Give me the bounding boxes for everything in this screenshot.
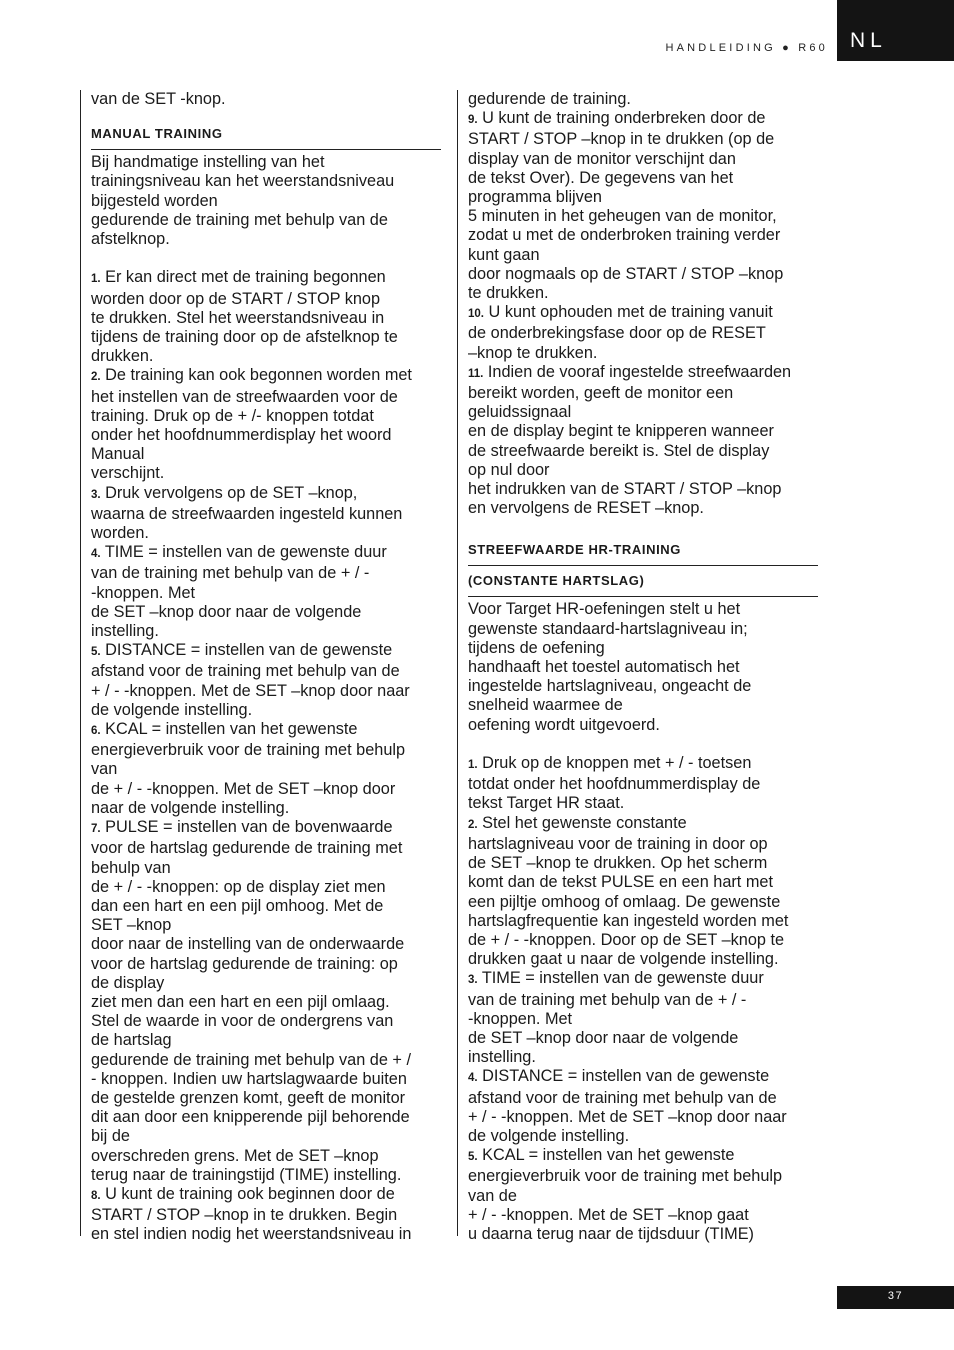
step-line [468, 814, 818, 835]
step-text: tijdens de training door op de afstelknop te [91, 328, 398, 347]
step-line [468, 422, 818, 441]
step-line [468, 1187, 818, 1206]
text-line: snelheid waarmee de [468, 696, 623, 715]
step-text: u daarna terug naar de tijdsduur (TIME) [468, 1224, 754, 1243]
step-line [91, 290, 441, 309]
step-text: van de [468, 1186, 517, 1205]
step-line [468, 461, 818, 480]
intro-paragraph [91, 153, 441, 249]
step-text: terug naar de trainingstijd (TIME) instelling. [91, 1165, 402, 1184]
step-text: Druk vervolgens op de SET –knop, [105, 483, 358, 502]
step-text: -knoppen. Met [468, 1009, 573, 1028]
step-item [468, 109, 818, 303]
step-line [91, 388, 441, 407]
step-text: zodat u met de onderbroken training verder [468, 226, 781, 245]
step-line [91, 426, 441, 445]
text-line: Voor Target HR-oefeningen stelt u het [468, 600, 741, 619]
right-column [457, 90, 818, 1243]
step-text: te drukken. [468, 284, 549, 303]
section-heading-manual-training: MANUAL TRAINING [91, 126, 441, 150]
text-line: gedurende de training met behulp van de [91, 210, 388, 229]
step-text: hartslagniveau voor de training in door op [468, 834, 768, 853]
step-line [468, 912, 818, 931]
text-line: trainingsniveau kan het weerstandsniveau [91, 172, 395, 191]
language-tab [837, 0, 954, 61]
step-item [468, 969, 818, 1067]
step-line [91, 366, 441, 387]
step-line [468, 1089, 818, 1108]
step-number: 5. [468, 1151, 478, 1164]
step-line [468, 794, 818, 813]
step-text: SET –knop [91, 916, 172, 935]
step-line [468, 480, 818, 499]
step-line [468, 150, 818, 169]
step-text: overschreden grens. Met de SET –knop [91, 1146, 379, 1165]
step-item [468, 1146, 818, 1244]
step-text: van [91, 760, 118, 779]
step-line [468, 284, 818, 303]
step-line [91, 445, 441, 464]
step-line [468, 1146, 818, 1167]
step-text: energieverbruik voor de training met behulp [468, 1167, 783, 1186]
intro-tail: gedurende de training. [468, 90, 631, 108]
step-line [91, 916, 441, 935]
step-number: 10. [468, 308, 484, 321]
step-text: afstand voor de training met behulp van de [91, 662, 400, 681]
step-line [91, 818, 441, 839]
step-line [468, 1067, 818, 1088]
step-line [91, 760, 441, 779]
step-text: van de training met behulp van de + / - [91, 564, 370, 583]
step-text: Manual [91, 445, 145, 464]
step-line [468, 207, 818, 226]
step-text: - knoppen. Indien uw hartslagwaarde buiten [91, 1069, 407, 1088]
step-text: gedurende de training met behulp van de + / [91, 1050, 411, 1069]
step-line [468, 1206, 818, 1225]
step-line [91, 993, 441, 1012]
step-text: de SET –knop te drukken. Op het scherm [468, 854, 768, 873]
step-line [468, 324, 818, 343]
step-text: de volgende instelling. [468, 1126, 630, 1145]
step-text: het instellen van de streefwaarden voor de [91, 387, 398, 406]
step-number: 1. [468, 759, 478, 772]
step-number: 2. [91, 371, 101, 384]
step-text: afstand voor de training met behulp van de [468, 1088, 777, 1107]
step-item [91, 366, 441, 483]
step-text: worden. [91, 524, 149, 543]
step-line [468, 1127, 818, 1146]
intro-tail: van de SET -knop. [91, 90, 226, 108]
step-text: de onderbrekingsfase door op de RESET [468, 324, 766, 343]
step-text: U kunt de training ook beginnen door de [105, 1184, 395, 1203]
step-number: 6. [91, 725, 101, 738]
step-line [91, 584, 441, 603]
step-text: KCAL = instellen van het gewenste [105, 720, 358, 739]
step-text: + / - -knoppen. Met de SET –knop door naar [468, 1107, 787, 1126]
step-item [468, 814, 818, 970]
step-item [468, 754, 818, 814]
step-text: –knop te drukken. [468, 343, 598, 362]
step-line [91, 1225, 441, 1244]
step-text: geluidssignaal [468, 403, 572, 422]
step-line [91, 897, 441, 916]
step-text: door naar de instelling van de onderwaarde [91, 935, 405, 954]
step-text: voor de hartslag gedurende de training met [91, 839, 403, 858]
step-text: energieverbruik voor de training met behulp [91, 741, 406, 760]
step-text: totdat onder het hoofdnummerdisplay de [468, 775, 761, 794]
step-text: de + / - -knoppen. Door op de SET –knop te [468, 930, 785, 949]
step-line [91, 603, 441, 622]
step-line [468, 188, 818, 207]
step-line [91, 268, 441, 289]
step-line [468, 835, 818, 854]
step-text: dit aan door een knipperende pijl behorende [91, 1108, 410, 1127]
step-line [91, 484, 441, 505]
step-line [468, 344, 818, 363]
step-text: START / STOP –knop in te drukken (op de [468, 130, 775, 149]
step-text: + / - -knoppen. Met de SET –knop gaat [468, 1205, 749, 1224]
step-line [91, 1051, 441, 1070]
step-line [91, 1070, 441, 1089]
step-text: DISTANCE = instellen van de gewenste [482, 1067, 770, 1086]
step-line [91, 1166, 441, 1185]
step-item [91, 641, 441, 720]
step-line [468, 499, 818, 518]
text-line: oefening wordt uitgevoerd. [468, 715, 660, 734]
step-text: instelling. [468, 1048, 536, 1067]
step-line [91, 780, 441, 799]
step-line [91, 935, 441, 954]
step-text: Er kan direct met de training begonnen [105, 268, 386, 287]
step-text: 5 minuten in het geheugen van de monitor, [468, 207, 777, 226]
step-number: 11. [468, 367, 484, 380]
step-line [468, 1225, 818, 1244]
step-line [91, 1127, 441, 1146]
step-number: 3. [91, 488, 101, 501]
step-line [91, 1147, 441, 1166]
step-text: bij de [91, 1127, 130, 1146]
step-number: 5. [91, 646, 101, 659]
step-line [91, 955, 441, 974]
step-line [468, 775, 818, 794]
step-line [468, 1048, 818, 1067]
step-list [468, 754, 818, 1244]
step-text: door nogmaals op de START / STOP –knop [468, 264, 784, 283]
step-item [91, 1185, 441, 1245]
step-list [91, 268, 441, 1244]
step-text: de display [91, 973, 165, 992]
step-line [468, 873, 818, 892]
step-text: START / STOP –knop in te drukken. Begin [91, 1206, 398, 1225]
step-line [91, 347, 441, 366]
step-line [468, 969, 818, 990]
step-line [91, 524, 441, 543]
step-line [468, 130, 818, 149]
step-item [91, 268, 441, 366]
step-line [91, 622, 441, 641]
step-text: naar de volgende instelling. [91, 798, 290, 817]
step-line [91, 859, 441, 878]
step-text: op nul door [468, 460, 550, 479]
step-text: waarna de streefwaarden ingesteld kunnen [91, 504, 403, 523]
step-text: KCAL = instellen van het gewenste [482, 1146, 735, 1165]
text-line: Bij handmatige instelling van het [91, 153, 325, 172]
step-text: de + / - -knoppen: op de display ziet men [91, 877, 386, 896]
step-text: DISTANCE = instellen van de gewenste [105, 641, 393, 660]
step-line [468, 1108, 818, 1127]
step-line [91, 407, 441, 426]
step-number: 8. [91, 1189, 101, 1202]
step-text: te drukken. Stel het weerstandsniveau in [91, 308, 385, 327]
step-text: de tekst Over). De gegevens van het [468, 168, 734, 187]
step-text: Indien de vooraf ingestelde streefwaarden [487, 362, 792, 381]
step-text: een pijltje omhoog of omlaag. De gewenste [468, 892, 781, 911]
step-line [468, 754, 818, 775]
step-line [91, 1185, 441, 1206]
step-text: tekst Target HR staat. [468, 794, 625, 813]
step-line [91, 1089, 441, 1108]
step-line [91, 1012, 441, 1031]
step-line [468, 950, 818, 969]
step-line [91, 309, 441, 328]
step-text: Stel het gewenste constante [482, 813, 687, 832]
step-text: TIME = instellen van de gewenste duur [481, 969, 764, 988]
step-item [468, 1067, 818, 1146]
step-line [91, 505, 441, 524]
step-line [468, 442, 818, 461]
step-text: ziet men dan een hart en een pijl omlaag. [91, 992, 390, 1011]
step-line [91, 701, 441, 720]
step-text: de hartslag [91, 1031, 172, 1050]
step-line [468, 1010, 818, 1029]
step-line [468, 265, 818, 284]
step-line [468, 991, 818, 1010]
step-text: display van de monitor verschijnt dan [468, 149, 736, 168]
step-item [91, 818, 441, 1185]
step-number: 7. [91, 823, 101, 836]
text-line: ingestelde hartslagniveau, ongeacht de [468, 677, 752, 696]
page-number: 37 [837, 1286, 954, 1309]
step-text: het indrukken van de START / STOP –knop [468, 480, 782, 499]
step-text: behulp van [91, 858, 171, 877]
section-heading-constant-hr: (CONSTANTE HARTSLAG) [468, 573, 818, 597]
step-line [468, 403, 818, 422]
step-line [468, 109, 818, 130]
step-text: + / - -knoppen. Met de SET –knop door naar [91, 681, 410, 700]
step-line [468, 1167, 818, 1186]
step-text: TIME = instellen van de gewenste duur [104, 543, 387, 562]
step-text: en de display begint te knipperen wanneer [468, 422, 774, 441]
step-text: de streefwaarde bereikt is. Stel de display [468, 441, 770, 460]
step-text: de SET –knop door naar de volgende [91, 602, 362, 621]
step-line [91, 328, 441, 347]
step-line [91, 464, 441, 483]
text-line: afstelknop. [91, 230, 170, 249]
step-text: worden door op de START / STOP knop [91, 289, 381, 308]
step-line [468, 363, 818, 384]
step-line [91, 1206, 441, 1225]
step-number: 4. [468, 1072, 478, 1085]
step-line [91, 799, 441, 818]
step-line [91, 564, 441, 583]
section-heading-target-hr: STREEFWAARDE HR-TRAINING [468, 542, 818, 566]
step-item [91, 720, 441, 818]
step-item [468, 363, 818, 519]
step-text: drukken gaat u naar de volgende instelling. [468, 950, 779, 969]
step-text: programma blijven [468, 188, 602, 207]
step-line [91, 662, 441, 681]
manual-header-label: HANDLEIDING ● R60 [665, 42, 828, 54]
step-line [91, 741, 441, 760]
step-number: 3. [468, 974, 478, 987]
step-line [91, 839, 441, 858]
step-text: onder het hoofdnummerdisplay het woord [91, 426, 392, 445]
step-text: kunt gaan [468, 245, 540, 264]
step-item [91, 484, 441, 544]
step-text: drukken. [91, 347, 154, 366]
language-code: NL [850, 29, 887, 52]
step-number: 9. [468, 114, 478, 127]
step-line [91, 1108, 441, 1127]
step-text: de + / - -knoppen. Met de SET –knop door [91, 779, 396, 798]
step-text: U kunt ophouden met de training vanuit [488, 303, 773, 322]
step-line [468, 303, 818, 324]
step-text: training. Druk op de + /- knoppen totdat [91, 406, 374, 425]
step-text: en vervolgens de RESET –knop. [468, 499, 704, 518]
step-text: Stel de waarde in voor de ondergrens van [91, 1012, 394, 1031]
step-text: de volgende instelling. [91, 700, 253, 719]
step-number: 1. [91, 273, 101, 286]
step-line [91, 682, 441, 701]
step-item [468, 303, 818, 363]
step-line [91, 974, 441, 993]
step-line [468, 893, 818, 912]
step-text: De training kan ook begonnen worden met [105, 366, 412, 385]
step-line [91, 543, 441, 564]
left-column [80, 90, 441, 1244]
step-text: verschijnt. [91, 464, 165, 483]
text-line: handhaaft het toestel automatisch het [468, 658, 740, 677]
step-text: voor de hartslag gedurende de training: op [91, 954, 398, 973]
step-text: hartslagfrequentie kan ingesteld worden met [468, 911, 789, 930]
step-line [468, 226, 818, 245]
step-text: Druk op de knoppen met + / - toetsen [482, 754, 752, 773]
step-line [91, 641, 441, 662]
text-line: gewenste standaard-hartslagniveau in; [468, 619, 748, 638]
step-line [468, 169, 818, 188]
step-line [468, 384, 818, 403]
step-text: bereikt worden, geeft de monitor een [468, 384, 734, 403]
step-line [468, 1029, 818, 1048]
intro-paragraph [468, 600, 818, 734]
step-text: en stel indien nodig het weerstandsniveau in [91, 1225, 412, 1244]
step-text: van de training met behulp van de + / - [468, 990, 747, 1009]
step-text: komt dan de tekst PULSE en een hart met [468, 873, 773, 892]
step-text: de SET –knop door naar de volgende [468, 1028, 739, 1047]
step-text: de gestelde grenzen komt, geeft de monitor [91, 1088, 406, 1107]
step-line [91, 720, 441, 741]
step-list [468, 109, 818, 518]
step-text: U kunt de training onderbreken door de [482, 109, 766, 128]
step-line [91, 878, 441, 897]
step-line [468, 246, 818, 265]
step-number: 4. [91, 548, 101, 561]
step-line [91, 1031, 441, 1050]
step-text: instelling. [91, 622, 159, 641]
step-line [468, 854, 818, 873]
step-number: 2. [468, 818, 478, 831]
step-item [91, 543, 441, 641]
text-line: bijgesteld worden [91, 191, 218, 210]
text-line: tijdens de oefening [468, 638, 605, 657]
step-text: -knoppen. Met [91, 583, 196, 602]
step-text: dan een hart en een pijl omhoog. Met de [91, 896, 384, 915]
step-text: PULSE = instellen van de bovenwaarde [105, 818, 393, 837]
step-line [468, 931, 818, 950]
